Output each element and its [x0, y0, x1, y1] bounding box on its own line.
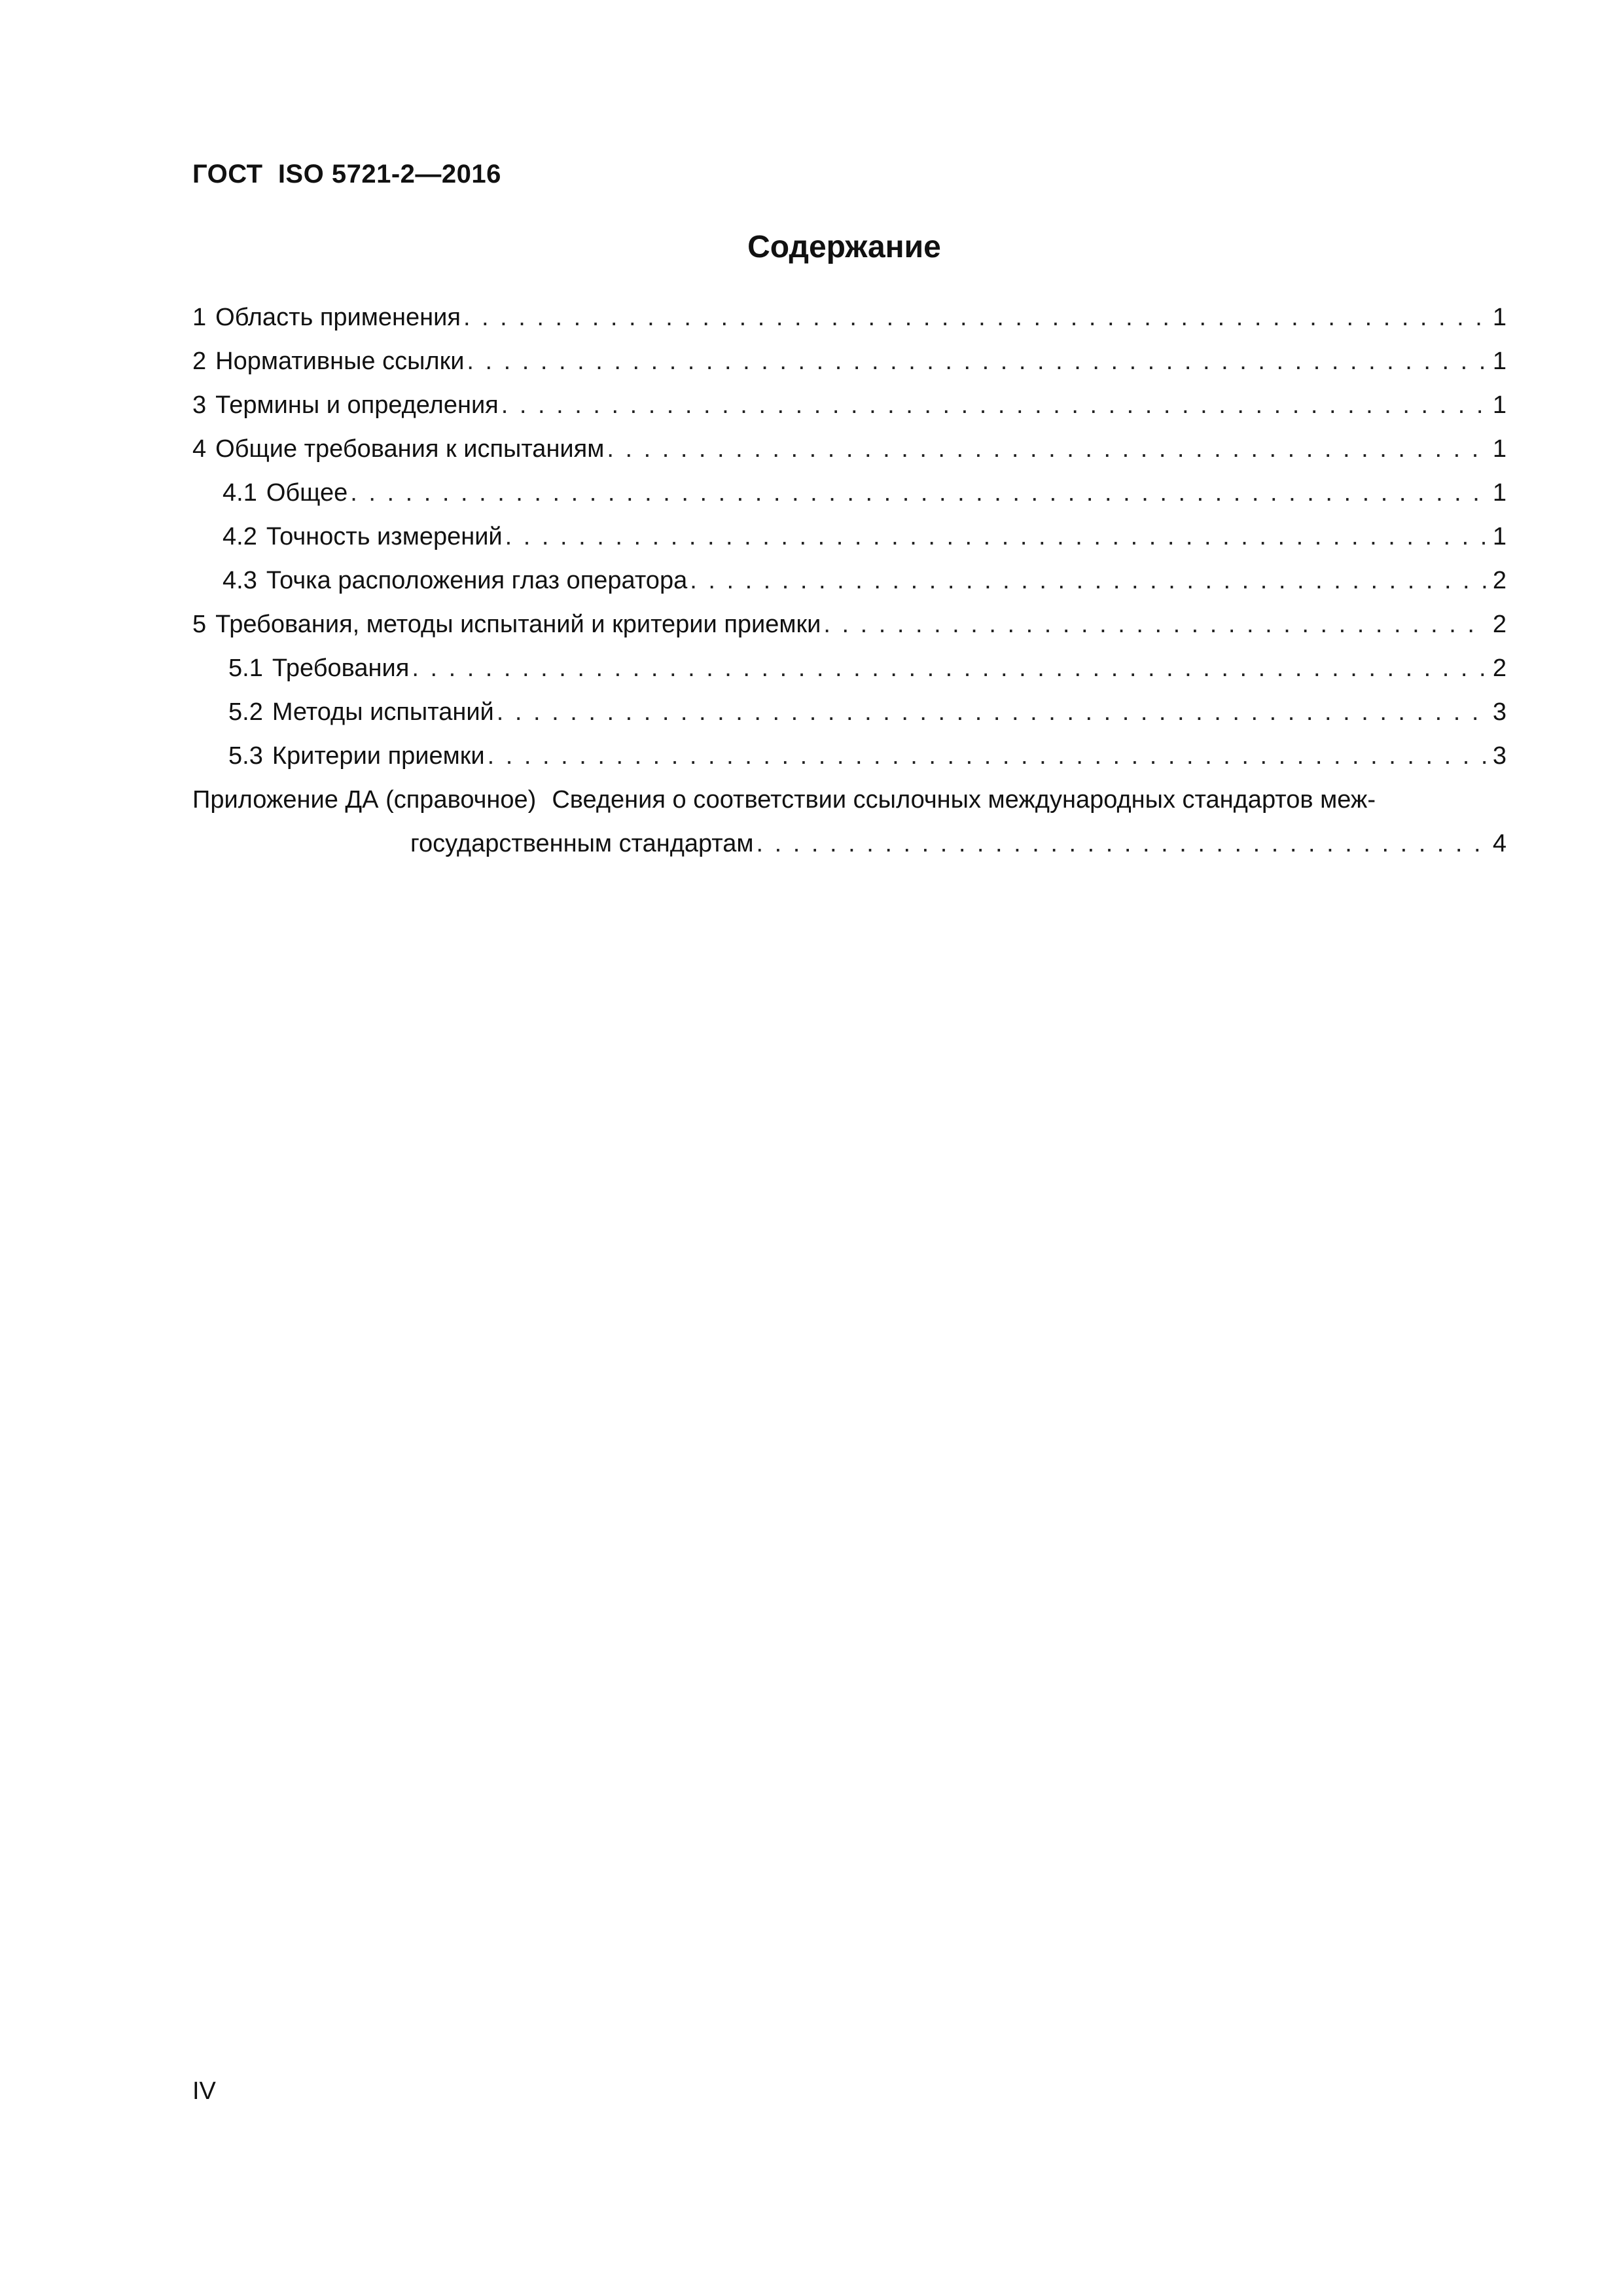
toc-entry-4-1[interactable] [192, 471, 1507, 515]
toc-entry-page: 2 [1492, 567, 1507, 594]
toc-entry-number: 5 [192, 611, 207, 638]
toc-entry-page: 1 [1492, 304, 1507, 331]
toc-entry-number: 4 [192, 435, 207, 463]
toc-entry-3[interactable] [192, 384, 1507, 427]
toc-leader-dots [823, 603, 1487, 647]
toc-leader-dots [607, 427, 1487, 471]
toc-entry-4-2[interactable] [192, 515, 1507, 559]
appendix-first-line [192, 778, 1507, 822]
toc-entry-title: Точность измерений [266, 523, 503, 550]
toc-entry-page: 1 [1492, 523, 1507, 550]
toc-entry-title: Общее [266, 479, 348, 507]
toc-entry-page: 1 [1492, 391, 1507, 419]
toc-entry-5[interactable] [192, 603, 1507, 647]
appendix-title-part-2: государственным стандартам [410, 830, 754, 857]
toc-entry-page: 2 [1492, 611, 1507, 638]
toc-entry-2[interactable] [192, 340, 1507, 384]
appendix-title-part-1: Сведения о соответствии ссылочных международных стандартов меж- [552, 786, 1376, 814]
toc-entry-title: Точка расположения глаз оператора [266, 567, 688, 594]
toc-entry-number: 4.3 [223, 567, 257, 594]
toc-entry-page: 1 [1492, 435, 1507, 463]
document-code: ГОСТ ISO 5721-2—2016 [192, 160, 501, 188]
toc-leader-dots [350, 471, 1487, 515]
toc-leader-dots [412, 647, 1487, 691]
toc-entry-page: 4 [1492, 830, 1507, 857]
toc-entry-title: Нормативные ссылки [215, 348, 465, 375]
toc-entry-title: Термины и определения [215, 391, 499, 419]
toc-entry-number: 5.1 [228, 655, 263, 682]
toc-entry-page: 1 [1492, 348, 1507, 375]
toc-entry-page: 2 [1492, 655, 1507, 682]
toc-entry-1[interactable] [192, 296, 1507, 340]
toc-entry-5-3[interactable] [192, 734, 1507, 778]
toc-entry-title: Область применения [215, 304, 461, 331]
toc-leader-dots [505, 515, 1487, 559]
toc-entry-title: Требования, методы испытаний и критерии приемки [215, 611, 821, 638]
toc-title: Содержание [747, 230, 941, 264]
toc-entry-title: Методы испытаний [272, 698, 494, 726]
toc-entry-number: 5.3 [228, 742, 263, 770]
toc-entry-number: 4.2 [223, 523, 257, 550]
toc-leader-dots [488, 734, 1487, 778]
table-of-contents [192, 296, 1507, 866]
toc-entry-4-3[interactable] [192, 559, 1507, 603]
toc-entry-page: 3 [1492, 698, 1507, 726]
appendix-second-line [192, 822, 1507, 866]
toc-entry-number: 4.1 [223, 479, 257, 507]
page-number: IV [192, 2077, 216, 2105]
toc-entry-appendix-da[interactable] [192, 778, 1507, 866]
toc-leader-dots [757, 822, 1487, 866]
toc-entry-number: 2 [192, 348, 207, 375]
toc-entry-number: 1 [192, 304, 207, 331]
toc-entry-number: 3 [192, 391, 207, 419]
toc-leader-dots [497, 691, 1487, 734]
toc-entry-5-2[interactable] [192, 691, 1507, 734]
toc-entry-5-1[interactable] [192, 647, 1507, 691]
toc-entry-4[interactable] [192, 427, 1507, 471]
toc-entry-title: Критерии приемки [272, 742, 485, 770]
toc-entry-page: 3 [1492, 742, 1507, 770]
toc-entry-title: Общие требования к испытаниям [215, 435, 605, 463]
appendix-label: Приложение ДА (справочное) [192, 786, 537, 814]
toc-entry-page: 1 [1492, 479, 1507, 507]
toc-leader-dots [467, 340, 1487, 384]
toc-leader-dots [690, 559, 1487, 603]
toc-entry-number: 5.2 [228, 698, 263, 726]
toc-leader-dots [463, 296, 1487, 340]
toc-leader-dots [501, 384, 1487, 427]
toc-entry-title: Требования [272, 655, 410, 682]
